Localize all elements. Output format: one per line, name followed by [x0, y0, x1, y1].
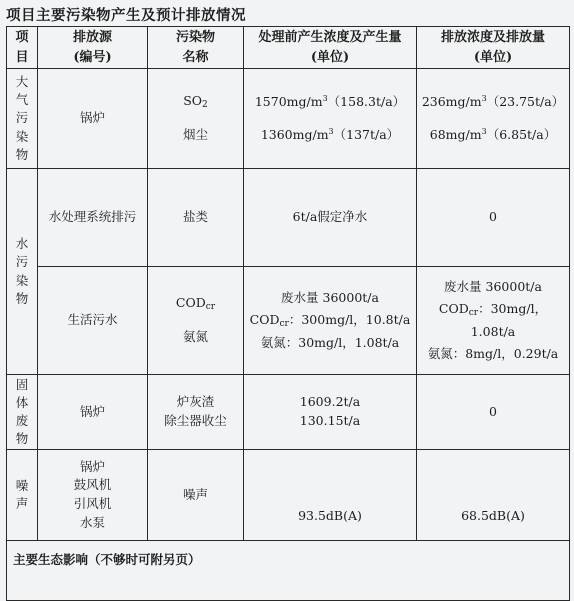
category-water: 水 污 染 物 [7, 169, 38, 375]
category-solid: 固 体 废 物 [7, 375, 38, 450]
header-after-emission: 排放浓度及排放量 (单位) [417, 27, 570, 69]
noise-after-value: 68.5dB(A) [417, 450, 570, 541]
ecological-impact-label: 主要生态影响（不够时可附另页） [7, 541, 570, 601]
table-row-air [7, 69, 570, 169]
air-source: 锅炉 [38, 69, 148, 169]
table-row-water-1 [7, 169, 570, 267]
water-before-salt: 6t/a假定净水 [244, 169, 417, 267]
table-row-solid [7, 375, 570, 450]
noise-pollutant: 噪声 [148, 450, 244, 541]
solid-before-values: 1609.2t/a 130.15t/a [244, 375, 417, 450]
table-row-water-2 [7, 267, 570, 375]
table-header-row [7, 27, 570, 69]
solid-after-value: 0 [417, 375, 570, 450]
water-source-treatment: 水处理系统排污 [38, 169, 148, 267]
table-row-footer [7, 541, 570, 601]
water-before-domestic: 废水量 36000t/a $COD_{cr}$：300mg/l，10.8t/a 氨氮：30mg/l，1.08t/a [244, 267, 417, 375]
solid-source: 锅炉 [38, 375, 148, 450]
pollutant-table [6, 26, 570, 601]
air-after-values: $236mg/m^3(23.75t/a)$ $68mg/m^3(6.85t/a)$ [417, 69, 570, 169]
header-source: 排放源 (编号) [38, 27, 148, 69]
water-pollutants-domestic: $COD_{cr}$ 氨氮 [148, 267, 244, 375]
category-air: 大 气 污 染 物 [7, 69, 38, 169]
noise-sources: 锅炉 鼓风机 引风机 水泵 [38, 450, 148, 541]
noise-before-value: 93.5dB(A) [244, 450, 417, 541]
water-after-salt: 0 [417, 169, 570, 267]
header-before-treatment: 处理前产生浓度及产生量 (单位) [244, 27, 417, 69]
category-noise: 噪 声 [7, 450, 38, 541]
air-before-values: $1570mg/m^3(158.3t/a)$ $1360mg/m^3(137t/a)$ [244, 69, 417, 169]
water-after-domestic: 废水量 36000t/a $COD_{cr}$：30mg/l，1.08t/a 氨氮：8mg/l，0.29t/a [417, 267, 570, 375]
table-row-noise [7, 450, 570, 541]
solid-pollutants: 炉灰渣 除尘器收尘 [148, 375, 244, 450]
water-source-domestic: 生活污水 [38, 267, 148, 375]
document-title: 项目主要污染物产生及预计排放情况 [6, 7, 246, 24]
air-pollutants: $SO_2$ 烟尘 [148, 69, 244, 169]
header-item: 项 目 [7, 27, 38, 69]
water-pollutant-salt: 盐类 [148, 169, 244, 267]
header-pollutant: 污染物 名称 [148, 27, 244, 69]
